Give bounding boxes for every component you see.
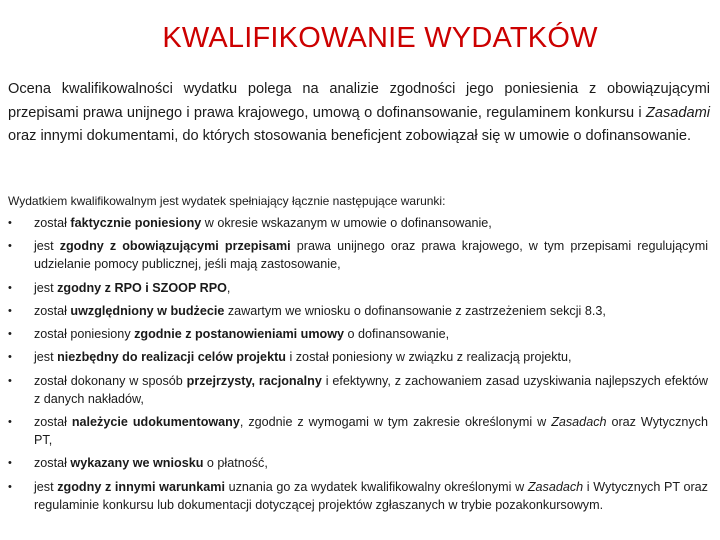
list-item [8,372,708,408]
item-bold: faktycznie poniesiony [70,216,202,230]
item-text: oraz Wytycznych PT, [34,415,708,448]
intro-paragraph [8,78,710,149]
intro-emphasis: Zasadami [645,104,710,121]
item-emphasis: Zasadach [551,415,607,430]
item-text: jest [34,239,60,254]
list-item [8,325,708,343]
item-bold: zgodny z innymi warunkami [57,479,225,494]
item-text: uznania go za wydatek kwalifikowalny określonymi w [224,479,528,494]
item-bold: wykazany we wniosku [70,456,204,471]
list-item [8,237,708,273]
intro-text-end: oraz innymi dokumentami, do których stosowania beneficjent zobowiązał się w umowie o dofinansowanie. [8,128,692,144]
item-text: jest [34,280,58,295]
item-text: został [34,216,71,230]
item-text: zawartym we wniosku o dofinansowanie z zastrzeżeniem sekcji 8.3, [224,303,606,318]
list-item [8,413,708,449]
list-item [8,302,708,320]
item-text: został dokonany w sposób [34,373,187,388]
item-bold: uwzględniony w budżecie [70,303,225,318]
item-text: , zgodnie z wymogami w tym zakresie określonymi w [239,415,552,430]
conditions-lead: Wydatkiem kwalifikowalnym jest wydatek spełniający łącznie następujące warunki: [8,194,446,208]
item-emphasis: Zasadach [527,479,584,494]
item-text: w okresie wskazanym w umowie o dofinansowanie, [201,216,492,230]
list-item [8,478,708,514]
item-bold: niezbędny do realizacji celów projektu [57,350,286,365]
item-text: , [226,280,231,295]
list-item [8,214,708,232]
item-bold: zgodny z obowiązującymi przepisami [59,239,291,254]
list-item [8,348,708,366]
item-text: i efektywny, z zachowaniem zasad uzyskiwania najlepszych efektów z danych nakładów, [34,373,709,406]
item-text: został poniesiony [34,327,135,342]
item-bold: należycie udokumentowany [71,415,240,430]
page-title: KWALIFIKOWANIE WYDATKÓW [162,22,598,54]
item-text: jest [34,350,58,365]
item-text: i został poniesiony w związku z realizacją projektu, [285,350,572,365]
intro-text: Ocena kwalifikowalności wydatku polega na analizie zgodności jego poniesienia z obowiązującymi przepisami prawa unijnego i prawa krajowego, umową o dofinansowanie, regulaminem konkursu i [8,81,710,121]
item-text: o dofinansowanie, [344,327,450,342]
item-text: i Wytycznych PT oraz regulaminie konkursu lub dokumentacji dotyczącej projektów zgłaszanych w trybie pozakonkursowym. [34,479,708,512]
item-text: jest [34,479,58,494]
item-bold: przejrzysty, racjonalny [186,373,322,388]
item-text: o płatność, [203,456,268,471]
conditions-list [8,214,708,514]
item-bold: zgodnie z postanowieniami umowy [134,327,345,342]
item-text: prawa unijnego oraz prawa krajowego, w tym przepisami regulującymi udzielanie pomocy publicznej, jeśli mają zastosowanie, [34,239,708,272]
list-item [8,279,708,297]
item-text: został [34,303,71,318]
item-text: został [34,456,71,471]
item-text: został [34,415,72,430]
item-bold: zgodny z RPO i SZOOP RPO [57,280,227,295]
list-item [8,454,708,472]
